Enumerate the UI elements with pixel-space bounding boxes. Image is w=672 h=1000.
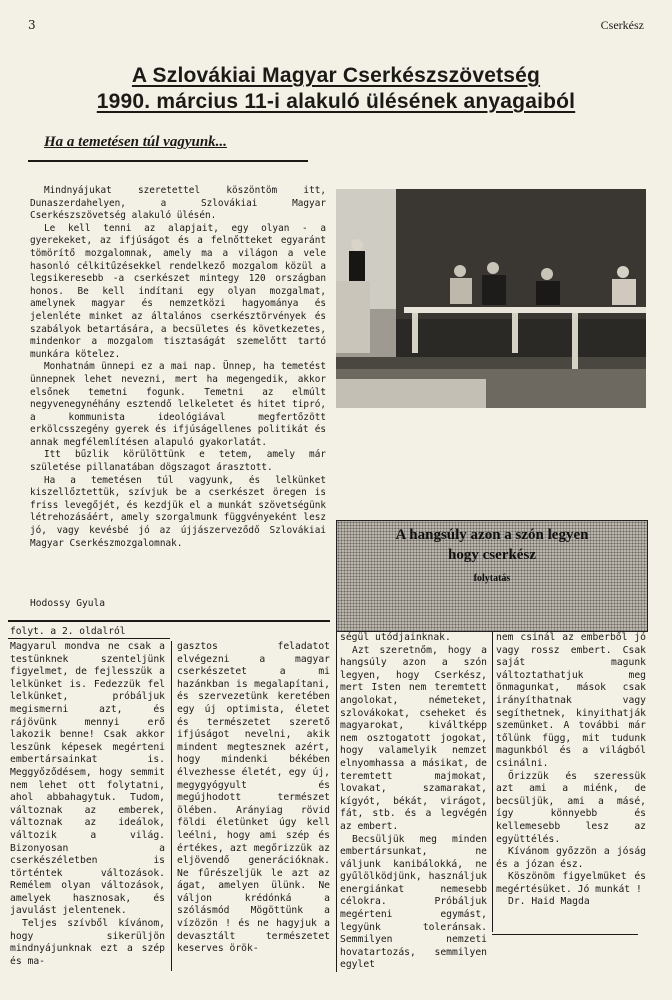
column-paragraph: Köszönöm figyelmüket és megértésüket. Jó munkát !: [496, 871, 646, 895]
box-continued-label: folytatás: [473, 573, 511, 584]
column-paragraph: ségül utódjainknak.: [340, 632, 451, 643]
continuation-column-3: [340, 632, 487, 972]
section-rule: [8, 620, 330, 622]
box-title-line-2: hogy cserkész: [448, 547, 536, 563]
continuation-label: folyt. a 2. oldalról: [10, 626, 126, 637]
continuation-column-2: [177, 641, 330, 956]
meeting-photo-image: [336, 189, 646, 408]
article-author: Hodossy Gyula: [30, 598, 106, 609]
article-body: [30, 185, 326, 550]
column-paragraph: Őrizzük és szeressük azt ami a miénk, de becsüljük, ami a másé, így könnyebb és kellemesebb lesz az együttélés.: [496, 770, 646, 845]
headline-line-1: A Szlovákiai Magyar Cserkészszövetség: [131, 64, 541, 87]
continuation-column-4: [496, 632, 646, 909]
article-subheading: Ha a temetésen túl vagyunk...: [44, 134, 227, 150]
running-head: Cserkész: [600, 18, 644, 32]
column-paragraph: Kívánom győzzön a jóság és a józan ész.: [496, 846, 646, 870]
signature: Dr. Haid Magda: [508, 896, 590, 908]
continuation-column-1: [10, 641, 165, 968]
headline-line-2: 1990. március 11-i alakuló ülésének anyagaiból: [96, 90, 576, 113]
column-paragraph: Magyarul mondva ne csak a testünknek szenteljünk figyelmet, de fejlesszük a lelkünket is. Fedezzük fel lelkünket, próbáljuk megismerni azt, és rájövünk mennyi erő lakozik benne! Csak akkor leszünk képesek megérteni embertársainkat is. Meggyőződésem, hogy semmit nem lehet ott folytatni, ahol abbahagytuk. Tudom, változnak az emberek, változnak az ideálok, változik a világ. Bizonyosan a cserkészéletben is történtek változások. Remélem olyan változások, amelyek hasznosak, és javulást jelentenek.: [10, 641, 165, 917]
article-paragraph: Itt bűzlik körülöttünk e tetem, amely már születése pillanatában dögszagot árasztott.: [30, 449, 326, 474]
column-paragraph: gasztos feladatot elvégezni a magyar cserkészetet a mi hazánkban is megalapítani, és szervezetünk keretében egy új optimista, életet és természetet szerető ifjúságot nevelni, akik mindent megtesznek azért, hogy mindenki békében élvezhesse életét, egy új, megygyógyult és megújhodott természet ölében. Arányiag rövid földi életünket úgy kell leélni, hogy ami szép és értékes, azt megőrizzük az eljövendő generációknak. Ne fűrészeljük le azt az ágat, amelyen ülünk. Ne váljon krédónká a szólásmód Mögöttünk a vízözön ! és ne hagyjuk a devasztált természetet keserves örök-: [177, 641, 330, 955]
column-paragraph: Azt szeretnőm, hogy a hangsúly azon a szón legyen, hogy Cserkész, mert Isten nem teremtett angolokat, németeket, szlovákokat, cseheket és magyarokat, kiváltképp nem osztogatott jogokat, hogy valamelyik nemzet elnyomhassa a másikat, de teremtett majmokat, lovakat, szamarakat, kígyót, békát, virágot, fát, stb. és a legvégén az embert.: [340, 644, 487, 832]
column-paragraph: Becsüljük meg minden embertársunkat, ne váljunk kanibálokká, ne gyűlölködjünk, használjuk energiánkat nemesebb célokra. Próbáljuk megérteni egymást, legyünk toleránsak. Semmilyen nemzeti hovatartozás, semmilyen egylet: [340, 833, 487, 971]
article-paragraph: Ha a temetésen túl vagyunk, és lelkünket kiszellőztettük, szívjuk be a cserkészet öregen is friss levegőjét, és kezdjük el a munkát szövetségünk létrehozásáért, amely szorgalmunk függvényeként lesz jó, vagy kevésbé jó az újjászerveződő Szlovákiai Magyar Cserkészmozgalomnak.: [30, 474, 326, 549]
subheading-rule: [28, 160, 308, 162]
article-paragraph: Mindnyájukat szeretettel köszöntöm itt, Dunaszerdahelyen, a Szlovákiai Magyar Cserkészszövetség alakuló ülésén.: [30, 185, 326, 222]
column-paragraph: Teljes szívből kívánom, hogy sikerüljön mindnyájunknak ezt a szép és ma-: [10, 918, 165, 967]
end-rule: [492, 934, 638, 935]
page-number: 3: [28, 18, 36, 32]
column-paragraph: nem csinál az emberből jó vagy rossz embert. Csak saját magunk változtathatjuk meg önmagunkat, mások csak irányíthatnak vagy segíthetnek, kinyithatják szemünket. A további már tőlünk függ, mit tudunk magunkból és a világból csinálni.: [496, 632, 646, 769]
article-paragraph: Le kell tenni az alapjait, egy olyan - a gyerekeket, az ifjúságot és a felnőtteket egyaránt tömörítő mozgalomnak, amely ma a világon a vele hasonló célkitűzésekkel rendelkező mozgalom közül a legsikeresebb -a cserkészet mintegy 120 országban honos. Be kell indítani egy olyan mozgalmat, amelynek magyar és nemzetközi hagyománya és jelenléte minket az általános cserkésztörvények és szabályok betartására, a becsületes és következetes, mindenkor a mozgalom tisztaságát szemelőtt tartó munkára kötelez.: [30, 222, 326, 360]
continued-story-box: [336, 520, 648, 632]
meeting-photo: [336, 189, 646, 408]
continuation-rule: [8, 638, 170, 639]
column-divider: [171, 641, 172, 971]
article-paragraph: Monhatnám ünnepi ez a mai nap. Ünnep, ha temetést ünnepnek lehet nevezni, mert ha megengedik, akkor elsőnek temetni fogunk. Temetni az elmúlt negyvenegynéhány esztendő lelkeletet és hitet tipró, a kommunista ideológiával megfertőzött erkölcsszegény gyerek és ifjúságellenes politikát és annak megfélemlítésen alapuló gyakorlatát.: [30, 361, 326, 448]
box-title-line-1: A hangsúly azon a szón legyen: [395, 527, 589, 543]
column-divider: [492, 632, 493, 932]
column-divider: [336, 632, 337, 972]
